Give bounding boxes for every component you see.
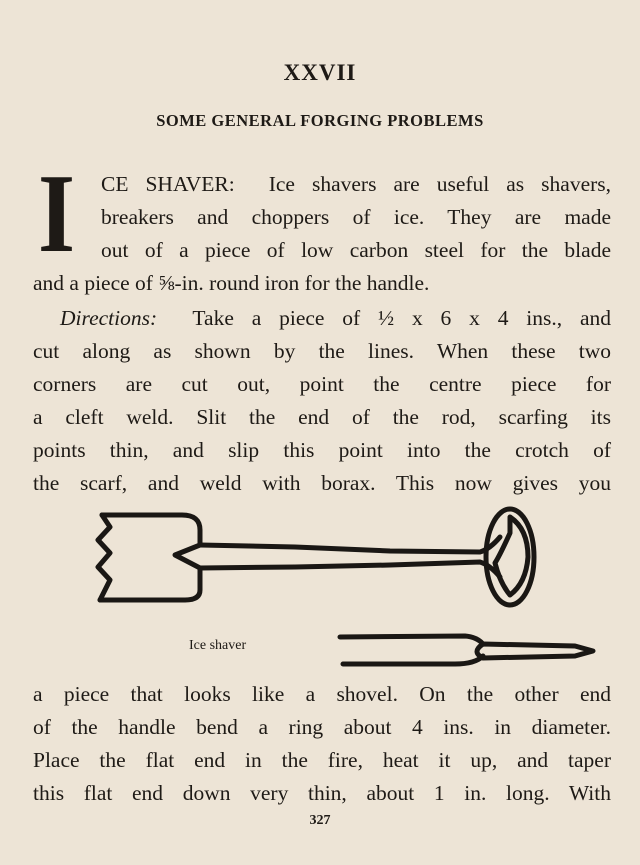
page-number: 327: [309, 813, 331, 828]
chapter-title: SOME GENERAL FORGING PROBLEMS: [156, 111, 484, 130]
chapter-number: XXVII: [283, 60, 357, 85]
text-line: a piece that looks like a shovel. On the other end: [33, 682, 611, 706]
text-line: cut along as shown by the lines. When these two: [33, 339, 611, 363]
text-line: breakers and choppers of ice. They are made: [101, 205, 611, 229]
figure-caption: Ice shaver: [189, 638, 247, 653]
section-heading: CE SHAVER:: [101, 172, 235, 196]
text-line: Directions: Take a piece of ½ x 6 x 4 ins., and: [60, 306, 611, 330]
text-line: and a piece of ⅝-in. round iron for the handle.: [33, 271, 430, 295]
text-line: of the handle bend a ring about 4 ins. in diameter.: [33, 715, 611, 739]
text-line: Place the flat end in the fire, heat it up, and taper: [33, 748, 611, 772]
text-line: CE SHAVER: Ice shavers are useful as shavers,: [101, 172, 612, 196]
directions-label: Directions:: [60, 306, 158, 330]
ice-shaver-illustration: [90, 505, 560, 615]
text-line: points thin, and slip this point into the crotch of: [33, 438, 611, 462]
text-line: the scarf, and weld with borax. This now gives you: [33, 471, 611, 495]
drop-cap: I: [38, 170, 76, 258]
scarfed-rod-illustration: [335, 628, 605, 678]
text-line: out of a piece of low carbon steel for the blade: [101, 238, 611, 262]
text-line: a cleft weld. Slit the end of the rod, scarfing its: [33, 405, 611, 429]
text-line: corners are cut out, point the centre piece for: [33, 372, 611, 396]
text-line: this flat end down very thin, about 1 in. long. With: [33, 781, 611, 805]
